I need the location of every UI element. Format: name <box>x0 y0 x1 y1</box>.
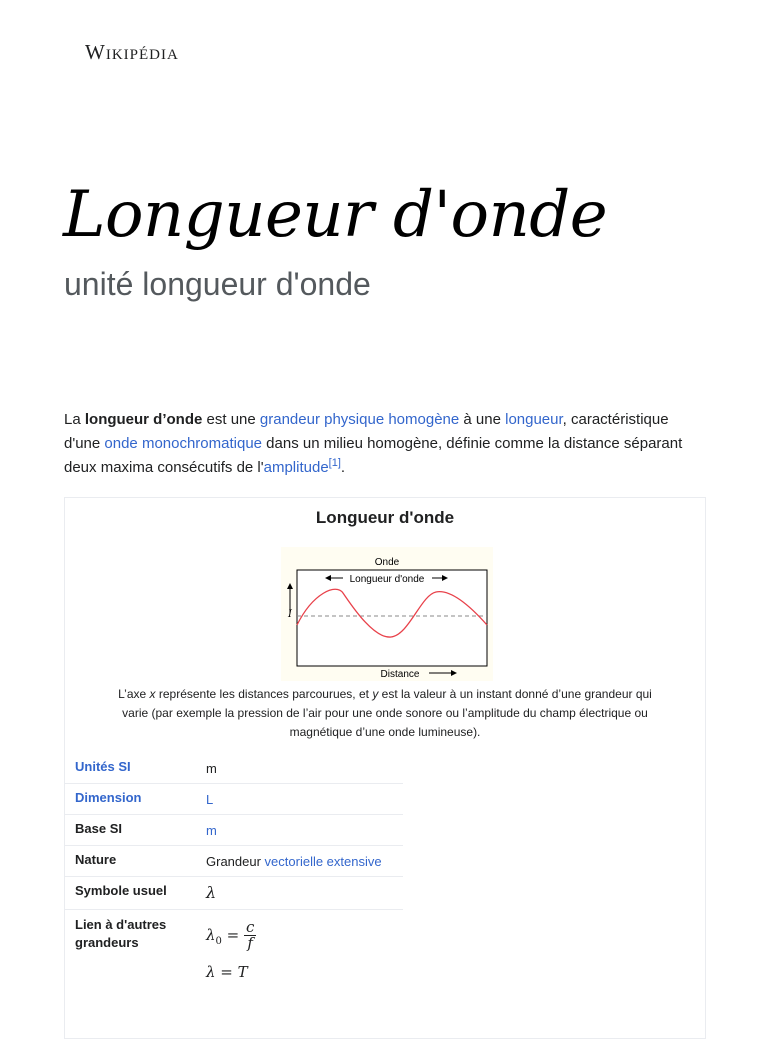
value-unites-si: m <box>196 753 403 784</box>
value-symbole <box>196 877 403 910</box>
formula-fraction <box>244 920 256 951</box>
value-nature <box>196 846 403 877</box>
link-onde-monochromatique[interactable]: onde monochromatique <box>104 435 263 452</box>
diagram-label-distance: Distance <box>380 669 420 680</box>
infobox-title: Longueur d'onde <box>315 508 455 527</box>
key-lien: Lien à d'autres grandeurs <box>75 917 167 950</box>
infobox <box>64 497 706 1039</box>
intro-paragraph <box>64 408 684 480</box>
caption-var-y: y <box>372 687 379 701</box>
link-longueur[interactable]: longueur <box>505 411 563 428</box>
reference-link[interactable]: [1] <box>328 457 341 469</box>
row-lien <box>65 910 403 989</box>
link-dimension-l[interactable]: L <box>206 792 214 807</box>
formula-equals: = <box>221 925 244 944</box>
intro-text: est une <box>202 411 260 428</box>
value-dimension <box>196 784 403 815</box>
symbol-lambda: λ <box>206 883 217 902</box>
fraction-numerator: c <box>246 918 255 936</box>
caption-text: L’axe <box>118 687 150 701</box>
relation-formula-2: λ = T <box>206 963 248 981</box>
key-dimension[interactable]: Dimension <box>65 784 196 815</box>
wave-diagram[interactable] <box>281 547 493 681</box>
intro-text: dans un milieu homogène, définie comme la distance séparant deux maxima consécutifs de l' <box>64 435 683 476</box>
key-symbole: Symbole usuel <box>65 877 196 910</box>
page-title: Longueur d'onde <box>63 178 608 252</box>
intro-text: La <box>64 411 85 428</box>
properties-table <box>65 753 403 988</box>
row-base-si <box>65 815 403 846</box>
link-vectorielle-extensive[interactable]: vectorielle extensive <box>264 854 382 869</box>
relation-formula <box>206 918 256 952</box>
diagram-label-wavelength: Longueur d'onde <box>349 574 425 585</box>
nature-prefix: Grandeur <box>206 854 265 869</box>
key-base-si: Base SI <box>65 815 196 846</box>
value-lien <box>196 910 403 989</box>
page-subtitle: unité longueur d'onde <box>64 266 371 302</box>
key-unites-si[interactable]: Unités SI <box>65 753 196 784</box>
link-grandeur-physique[interactable]: grandeur physique homogène <box>259 411 460 428</box>
fraction-denominator: f <box>247 934 253 952</box>
link-amplitude[interactable]: amplitude <box>263 459 329 476</box>
key-nature: Nature <box>65 846 196 877</box>
row-dimension <box>65 784 403 815</box>
figure-caption <box>115 685 655 742</box>
amplitude-arrowhead <box>287 583 293 589</box>
diagram-label-onde: Onde <box>374 557 400 568</box>
value-base-si <box>196 815 403 846</box>
formula-lambda: λ <box>206 925 216 944</box>
link-base-m[interactable]: m <box>206 823 217 838</box>
intro-text: . <box>340 459 346 476</box>
caption-var-x: x <box>149 687 156 701</box>
row-unites-si <box>65 753 403 784</box>
wave-diagram-svg <box>281 547 493 681</box>
caption-text: représente les distances parcourues, et <box>155 687 373 701</box>
row-symbole <box>65 877 403 910</box>
intro-text: à une <box>459 411 506 428</box>
intro-bold-term: longueur d’onde <box>84 411 203 428</box>
caption-text: est la valeur à un instant donné d’une grandeur qui varie (par exemple la pression de l’air pour une onde sonore ou l’amplitude du champ électrique ou magnétique d’une onde lumineuse). <box>122 687 652 739</box>
wikipedia-logo[interactable]: Wikipédia <box>85 40 179 64</box>
formula-subscript: 0 <box>215 935 222 947</box>
distance-arrowhead <box>451 670 457 676</box>
row-nature <box>65 846 403 877</box>
diagram-label-intensity: I <box>288 609 292 620</box>
intro-text: , caractéristique d'une <box>64 411 669 452</box>
